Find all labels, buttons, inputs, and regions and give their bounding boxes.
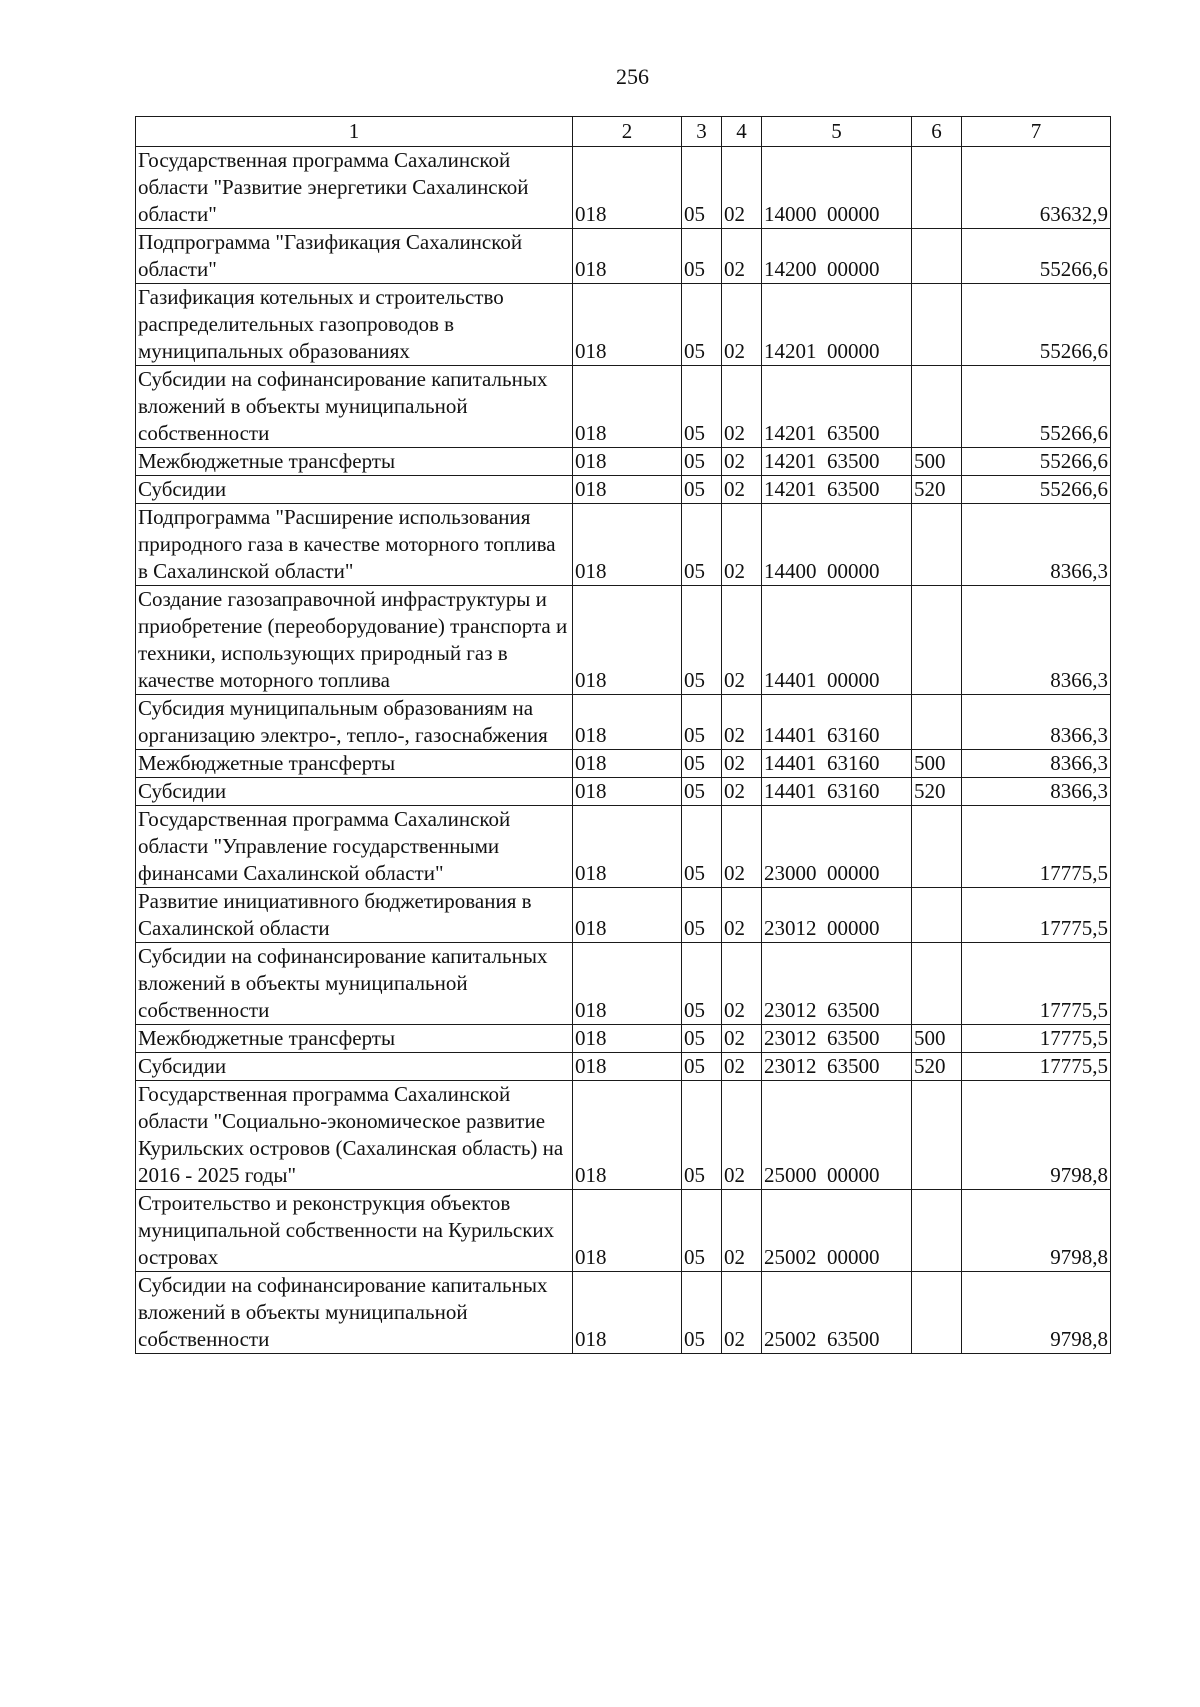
row-name: Субсидии [136,1053,573,1081]
col-2-value: 018 [573,504,682,586]
col-3-value: 05 [682,943,722,1025]
amount-value: 8366,3 [962,504,1111,586]
col-3-value: 05 [682,448,722,476]
table-row [136,586,1111,695]
amount-value: 17775,5 [962,1025,1111,1053]
row-name: Создание газозаправочной инфраструктуры и приобретение (переоборудование) транспорта и техники, использующих природный газ в качестве моторного топлива [136,586,573,695]
table-row [136,1272,1111,1354]
amount-value: 55266,6 [962,476,1111,504]
col-6-value: 500 [912,750,962,778]
col-3-value: 05 [682,1272,722,1354]
col-3-value: 05 [682,229,722,284]
col-3-value: 05 [682,750,722,778]
col-2-value: 018 [573,695,682,750]
col-3-value: 05 [682,284,722,366]
col-6-value: 500 [912,448,962,476]
row-name: Межбюджетные трансферты [136,448,573,476]
col-4-value: 02 [722,778,762,806]
table-row [136,448,1111,476]
table-row [136,888,1111,943]
col-6-value [912,504,962,586]
row-name: Строительство и реконструкция объектов муниципальной собственности на Курильских островах [136,1190,573,1272]
col-4-value: 02 [722,1025,762,1053]
table-row [136,476,1111,504]
col-5-code: 14201 63500 [762,366,912,448]
col-3-value: 05 [682,476,722,504]
row-name: Межбюджетные трансферты [136,1025,573,1053]
col-4-value: 02 [722,1081,762,1190]
col-2-value: 018 [573,366,682,448]
col-2-value: 018 [573,888,682,943]
col-2-value: 018 [573,229,682,284]
col-2-value: 018 [573,448,682,476]
table-row [136,695,1111,750]
col-4-value: 02 [722,448,762,476]
col-6-value [912,147,962,229]
table-row [136,1081,1111,1190]
col-6-value [912,229,962,284]
column-header: 1 [136,117,573,147]
col-5-code: 23012 63500 [762,1053,912,1081]
col-5-code: 23012 63500 [762,1025,912,1053]
row-name: Субсидии на софинансирование капитальных вложений в объекты муниципальной собственности [136,366,573,448]
row-name: Субсидии на софинансирование капитальных вложений в объекты муниципальной собственности [136,943,573,1025]
col-2-value: 018 [573,806,682,888]
col-4-value: 02 [722,147,762,229]
row-name: Субсидии [136,476,573,504]
col-6-value [912,943,962,1025]
col-3-value: 05 [682,778,722,806]
row-name: Подпрограмма "Газификация Сахалинской области" [136,229,573,284]
col-5-code: 14201 63500 [762,476,912,504]
col-4-value: 02 [722,750,762,778]
col-4-value: 02 [722,586,762,695]
col-5-code: 25000 00000 [762,1081,912,1190]
amount-value: 17775,5 [962,888,1111,943]
col-5-code: 14401 63160 [762,750,912,778]
col-4-value: 02 [722,1190,762,1272]
col-3-value: 05 [682,504,722,586]
col-6-value: 520 [912,476,962,504]
col-2-value: 018 [573,778,682,806]
amount-value: 9798,8 [962,1081,1111,1190]
amount-value: 55266,6 [962,284,1111,366]
table-row [136,284,1111,366]
col-6-value: 500 [912,1025,962,1053]
amount-value: 55266,6 [962,448,1111,476]
col-3-value: 05 [682,1081,722,1190]
col-2-value: 018 [573,1190,682,1272]
col-5-code: 23012 00000 [762,888,912,943]
column-header: 5 [762,117,912,147]
row-name: Государственная программа Сахалинской области "Социально-экономическое развитие Курильских островов (Сахалинская область) на 2016 - 2025 годы" [136,1081,573,1190]
table-row [136,943,1111,1025]
amount-value: 63632,9 [962,147,1111,229]
page-number: 256 [616,64,649,89]
row-name: Газификация котельных и строительство распределительных газопроводов в муниципальных образованиях [136,284,573,366]
row-name: Субсидия муниципальным образованиям на организацию электро-, тепло-, газоснабжения [136,695,573,750]
col-4-value: 02 [722,284,762,366]
col-2-value: 018 [573,476,682,504]
col-6-value: 520 [912,778,962,806]
col-4-value: 02 [722,366,762,448]
column-header: 7 [962,117,1111,147]
col-5-code: 14400 00000 [762,504,912,586]
col-3-value: 05 [682,1053,722,1081]
col-2-value: 018 [573,284,682,366]
table-row [136,778,1111,806]
amount-value: 8366,3 [962,750,1111,778]
col-6-value [912,806,962,888]
amount-value: 9798,8 [962,1190,1111,1272]
col-5-code: 14401 00000 [762,586,912,695]
col-5-code: 14201 00000 [762,284,912,366]
col-5-code: 23012 63500 [762,943,912,1025]
col-4-value: 02 [722,888,762,943]
col-6-value [912,1272,962,1354]
amount-value: 9798,8 [962,1272,1111,1354]
column-header: 3 [682,117,722,147]
col-6-value [912,888,962,943]
table-row [136,806,1111,888]
table-row [136,366,1111,448]
row-name: Субсидии на софинансирование капитальных вложений в объекты муниципальной собственности [136,1272,573,1354]
column-header: 2 [573,117,682,147]
col-5-code: 14401 63160 [762,778,912,806]
col-6-value [912,366,962,448]
col-6-value [912,284,962,366]
col-6-value: 520 [912,1053,962,1081]
col-2-value: 018 [573,1053,682,1081]
col-3-value: 05 [682,147,722,229]
col-5-code: 25002 00000 [762,1190,912,1272]
table-row [136,1053,1111,1081]
col-2-value: 018 [573,586,682,695]
table-row [136,1190,1111,1272]
row-name: Развитие инициативного бюджетирования в Сахалинской области [136,888,573,943]
col-2-value: 018 [573,750,682,778]
col-6-value [912,695,962,750]
amount-value: 55266,6 [962,229,1111,284]
amount-value: 17775,5 [962,943,1111,1025]
col-3-value: 05 [682,1025,722,1053]
col-5-code: 23000 00000 [762,806,912,888]
col-4-value: 02 [722,695,762,750]
amount-value: 8366,3 [962,586,1111,695]
col-5-code: 14401 63160 [762,695,912,750]
col-3-value: 05 [682,1190,722,1272]
col-3-value: 05 [682,888,722,943]
amount-value: 17775,5 [962,1053,1111,1081]
col-4-value: 02 [722,806,762,888]
col-2-value: 018 [573,147,682,229]
amount-value: 8366,3 [962,778,1111,806]
col-5-code: 14200 00000 [762,229,912,284]
col-5-code: 14000 00000 [762,147,912,229]
col-5-code: 14201 63500 [762,448,912,476]
col-6-value [912,1190,962,1272]
col-3-value: 05 [682,806,722,888]
col-4-value: 02 [722,476,762,504]
col-4-value: 02 [722,504,762,586]
col-2-value: 018 [573,943,682,1025]
col-4-value: 02 [722,229,762,284]
col-4-value: 02 [722,1053,762,1081]
table-row [136,504,1111,586]
budget-table [135,116,1111,1354]
amount-value: 17775,5 [962,806,1111,888]
col-6-value [912,1081,962,1190]
row-name: Межбюджетные трансферты [136,750,573,778]
col-4-value: 02 [722,1272,762,1354]
amount-value: 55266,6 [962,366,1111,448]
col-3-value: 05 [682,366,722,448]
col-2-value: 018 [573,1081,682,1190]
table-row [136,750,1111,778]
col-4-value: 02 [722,943,762,1025]
column-header: 6 [912,117,962,147]
row-name: Субсидии [136,778,573,806]
row-name: Подпрограмма "Расширение использования природного газа в качестве моторного топлива в Сахалинской области" [136,504,573,586]
amount-value: 8366,3 [962,695,1111,750]
table-row [136,147,1111,229]
header-row [136,117,1111,147]
column-header: 4 [722,117,762,147]
col-6-value [912,586,962,695]
col-3-value: 05 [682,586,722,695]
table-row [136,1025,1111,1053]
col-2-value: 018 [573,1025,682,1053]
col-2-value: 018 [573,1272,682,1354]
row-name: Государственная программа Сахалинской области "Управление государственными финансами Сахалинской области" [136,806,573,888]
table-row [136,229,1111,284]
col-5-code: 25002 63500 [762,1272,912,1354]
row-name: Государственная программа Сахалинской области "Развитие энергетики Сахалинской области" [136,147,573,229]
col-3-value: 05 [682,695,722,750]
